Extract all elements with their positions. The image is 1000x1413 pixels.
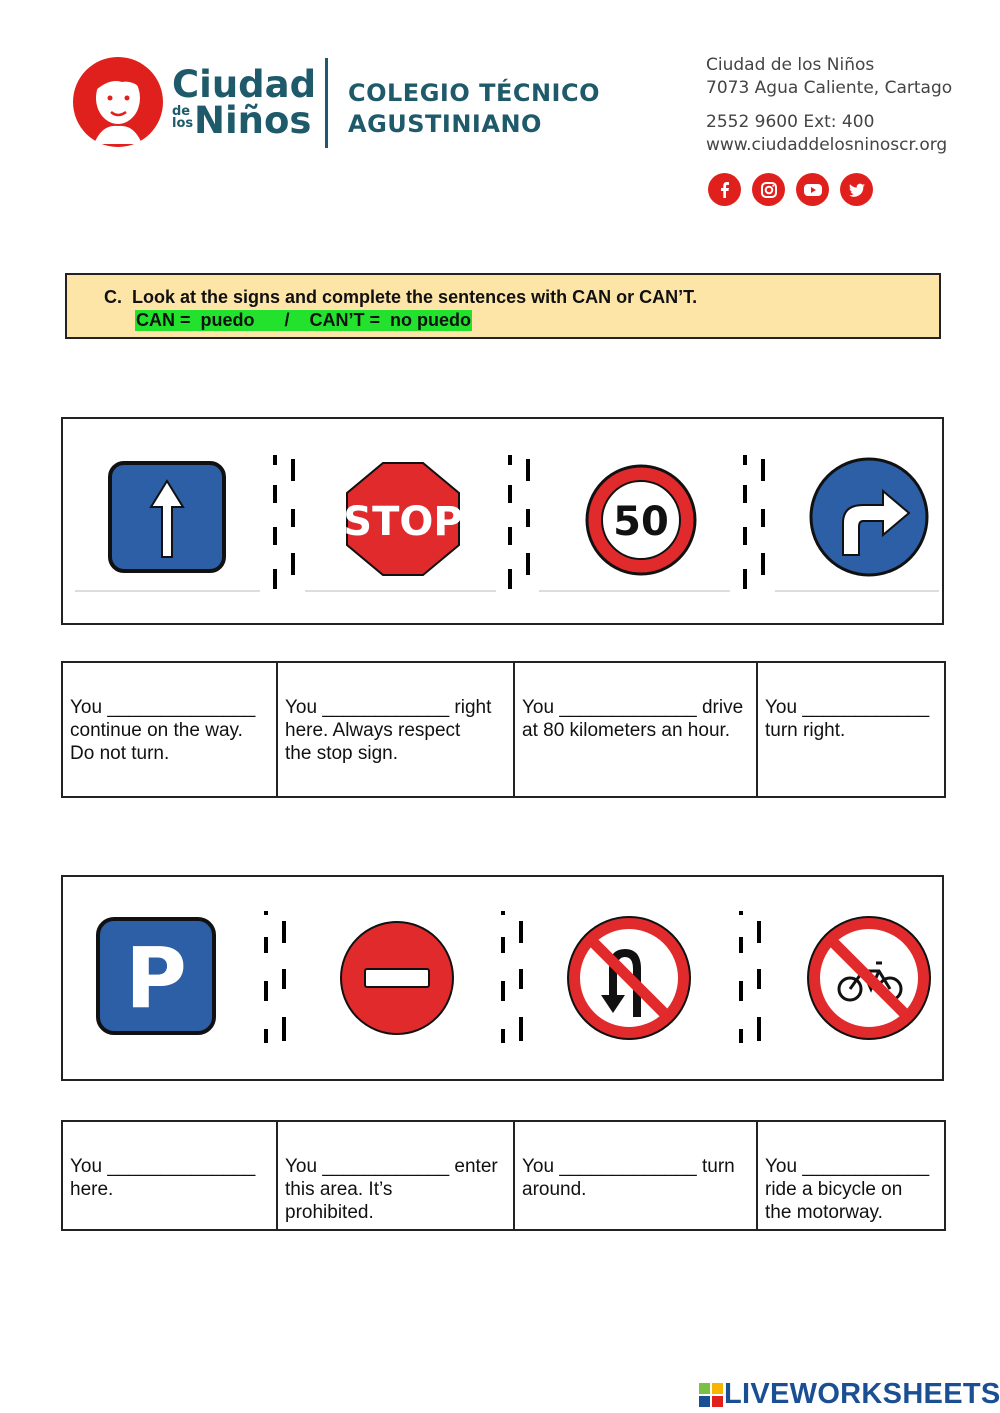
- sentence-cell[interactable]: [277, 1121, 514, 1230]
- sentence-line: You ____________: [765, 697, 930, 718]
- sentence-line: continue on the way.: [70, 720, 243, 741]
- school-logo-icon: [72, 56, 164, 148]
- speed-limit-sign: [587, 466, 695, 574]
- sentence-line: You ____________: [765, 1156, 930, 1177]
- sentence-line: You ____________ right: [285, 697, 492, 718]
- sentence-line: You _____________ drive: [522, 697, 744, 718]
- contact-block: [706, 54, 952, 157]
- signs-panel-1: [61, 417, 944, 625]
- brand-line2: Niños: [194, 99, 312, 142]
- sentence-cell[interactable]: [62, 662, 277, 797]
- sentence-line: prohibited.: [285, 1202, 374, 1223]
- table-row: [62, 1121, 945, 1230]
- sentence-line: Do not turn.: [70, 743, 170, 764]
- sentence-line: You ______________: [70, 1156, 256, 1177]
- instruction-highlight: CAN = puedo / CAN’T = no puedo: [136, 310, 472, 330]
- sentences-table-2: [61, 1120, 946, 1231]
- instruction-box: [65, 273, 941, 339]
- school-name-line1: COLEGIO TÉCNICO: [348, 79, 600, 107]
- instagram-icon[interactable]: [752, 173, 785, 206]
- liveworksheets-logo-icon: [698, 1382, 724, 1408]
- instruction-label: C.: [104, 287, 122, 307]
- straight-ahead-sign: [110, 463, 224, 571]
- contact-address: 7073 Agua Caliente, Cartago: [706, 78, 953, 98]
- contact-phone: 2552 9600 Ext: 400: [706, 112, 875, 132]
- table-row: [62, 662, 945, 797]
- sentence-cell[interactable]: [757, 662, 945, 797]
- sentence-cell[interactable]: [757, 1121, 945, 1230]
- school-name: [348, 78, 600, 140]
- sentence-cell[interactable]: [514, 1121, 757, 1230]
- contact-website[interactable]: www.ciudaddelosninoscr.org: [706, 135, 948, 155]
- no-bicycles-sign: [808, 917, 930, 1039]
- no-u-turn-sign: [568, 917, 690, 1039]
- sentence-line: this area. It’s: [285, 1179, 393, 1200]
- sentences-table-1: [61, 661, 946, 798]
- sentence-line: turn right.: [765, 720, 846, 741]
- parking-sign-text: P: [125, 929, 187, 1027]
- sentence-line: You ______________: [70, 697, 256, 718]
- sentence-line: at 80 kilometers an hour.: [522, 720, 731, 741]
- header-divider: [325, 58, 328, 148]
- no-entry-sign: [341, 922, 453, 1034]
- stop-sign-text: STOP: [343, 499, 463, 545]
- instruction-text: [104, 287, 697, 308]
- sentence-line: ride a bicycle on: [765, 1179, 903, 1200]
- sentence-cell[interactable]: [514, 662, 757, 797]
- sentence-line: here. Always respect: [285, 720, 461, 741]
- parking-sign: [98, 919, 214, 1033]
- brand-de-los: [172, 106, 193, 130]
- sentence-line: around.: [522, 1179, 587, 1200]
- brand-los: los: [172, 116, 194, 131]
- footer-brand-text: LIVEWORKSHEETS: [724, 1378, 1000, 1410]
- sentence-cell[interactable]: [62, 1121, 277, 1230]
- sentence-line: the motorway.: [765, 1202, 883, 1223]
- signs-panel-2: [61, 875, 944, 1081]
- sentence-cell[interactable]: [277, 662, 514, 797]
- stop-sign: [343, 463, 462, 575]
- sentence-line: You _____________ turn: [522, 1156, 735, 1177]
- footer-brand[interactable]: [698, 1378, 1000, 1411]
- turn-right-sign: [811, 459, 927, 575]
- brand-line1: Ciudad: [172, 63, 317, 106]
- speed-limit-text: 50: [613, 499, 669, 545]
- sentence-line: here.: [70, 1179, 114, 1200]
- instruction-sentence: Look at the signs and complete the sentences with CAN or CAN’T.: [132, 287, 698, 307]
- twitter-icon[interactable]: [840, 173, 873, 206]
- social-links: [708, 173, 873, 206]
- school-name-line2: AGUSTINIANO: [348, 110, 542, 138]
- youtube-icon[interactable]: [796, 173, 829, 206]
- brand-de: de: [172, 104, 191, 119]
- contact-name: Ciudad de los Niños: [706, 55, 875, 75]
- sentence-line: You ____________ enter: [285, 1156, 498, 1177]
- facebook-icon[interactable]: [708, 173, 741, 206]
- sentence-line: the stop sign.: [285, 743, 399, 764]
